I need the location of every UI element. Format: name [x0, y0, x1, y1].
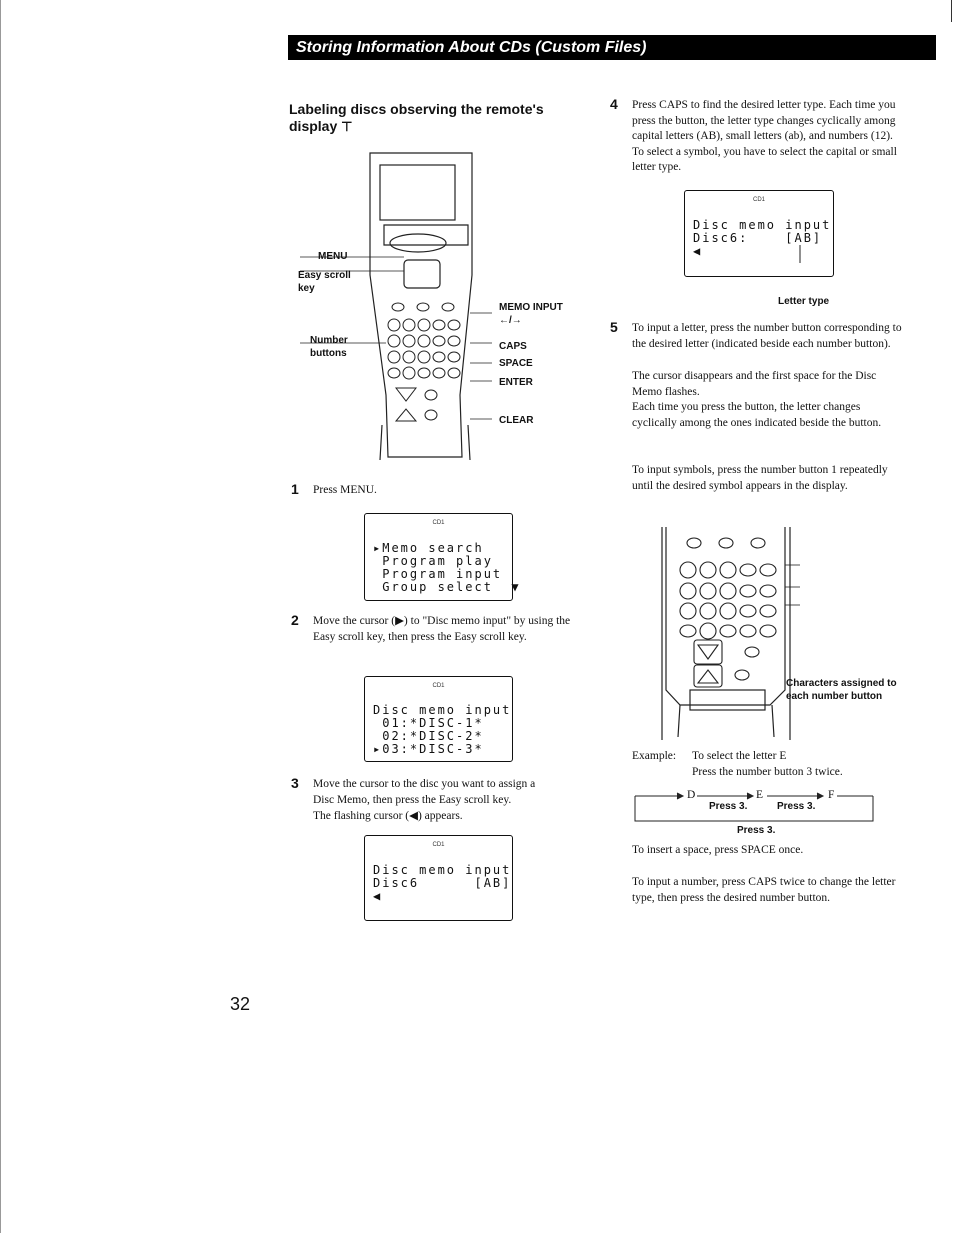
lcd-line: Program input — [373, 567, 503, 581]
label-easy-scroll-key: key — [298, 283, 315, 294]
step-5-para-2: The cursor disappears and the first space for the Disc Memo flashes. — [632, 370, 877, 398]
note-number: To input a number, press CAPS twice to change the letter type, then press the desired number button. — [632, 876, 896, 904]
lcd-line: Group select ▼ — [373, 580, 521, 594]
lcd-cd-indicator: CD1 — [432, 520, 445, 526]
step-1-number: 1 — [291, 481, 299, 497]
example-label: Example: — [632, 750, 677, 762]
label-enter: ENTER — [499, 377, 533, 388]
caption-chars-assigned-2: each number button — [786, 691, 883, 702]
keypad-closeup-illustration — [660, 525, 800, 740]
step-5-number: 5 — [610, 319, 618, 335]
example-line-2: Press the number button 3 twice. — [692, 766, 843, 778]
label-clear: CLEAR — [499, 415, 534, 426]
lcd-cd-indicator: CD1 — [432, 842, 445, 848]
label-number: Number — [310, 335, 348, 346]
step-5-para-1: To input a letter, press the number button corresponding to the desired letter (indicated beside each number button). — [632, 322, 902, 350]
example-press-1: Press 3. — [709, 801, 748, 812]
step-2-number: 2 — [291, 612, 299, 628]
caption-chars-assigned-1: Characters assigned to — [786, 678, 897, 689]
lcd-line: ◀ — [693, 244, 703, 258]
step-3-number: 3 — [291, 775, 299, 791]
lcd-line: 01:*DISC-1* — [373, 716, 484, 730]
step-3-line-1: Move the cursor to the disc you want to assign a — [313, 778, 536, 790]
step-3-line-3: The flashing cursor (◀) appears. — [313, 810, 463, 822]
lcd-cd-indicator: CD1 — [752, 197, 765, 203]
step-5-para-3: Each time you press the button, the letter changes cyclically among the ones indicated beside the button. — [632, 401, 882, 429]
lcd-line: ◀ — [373, 889, 383, 903]
label-number-buttons: buttons — [310, 348, 347, 359]
note-space: To insert a space, press SPACE once. — [632, 844, 804, 856]
lcd-line: 02:*DISC-2* — [373, 729, 484, 743]
heading-line-2: display ⊤ — [289, 118, 353, 134]
lcd-line: ▸03:*DISC-3* — [373, 742, 484, 756]
lcd-line: Disc6: [AB] — [693, 231, 823, 245]
page-edge-right — [951, 0, 952, 22]
step-3-line-2: Disc Memo, then press the Easy scroll key. — [313, 794, 512, 806]
caption-letter-type: Letter type — [778, 296, 830, 307]
lcd-line: Disc memo input — [373, 863, 512, 877]
label-memo-input: MEMO INPUT — [499, 302, 563, 313]
lcd-display-letter-type — [684, 190, 834, 277]
example-letter-d: D — [687, 789, 696, 801]
lcd-line: Program play — [373, 554, 493, 568]
lcd-cd-indicator: CD1 — [432, 683, 445, 689]
letter-type-pointer — [785, 231, 815, 271]
label-memo-arrows: ←/→ — [499, 315, 522, 326]
lcd-display-input-cursor — [364, 835, 513, 921]
label-menu: MENU — [318, 251, 348, 262]
lcd-line: Disc memo input — [373, 703, 512, 717]
step-4-text: Press CAPS to find the desired letter type. Each time you press the button, the letter type changes cyclically among capital letters (AB), small letters (ab), and numbers (12). To select a symbol, you have to select the capital or small letter type. — [632, 99, 897, 173]
lcd-display-menu — [364, 513, 521, 601]
lcd-line: Disc memo input — [693, 218, 832, 232]
step-1-text: Press MENU. — [313, 484, 377, 496]
heading-line-1: Labeling discs observing the remote's — [289, 101, 544, 117]
label-space: SPACE — [499, 358, 533, 369]
lcd-line: Disc6 [AB] — [373, 876, 512, 890]
example-letter-f: F — [828, 789, 835, 801]
step-5-para-4: To input symbols, press the number button 1 repeatedly until the desired symbol appears in the display. — [632, 464, 888, 492]
example-line-1: To select the letter E — [692, 750, 787, 762]
step-2-text: Move the cursor (▶) to "Disc memo input" by using the Easy scroll key, then press the Easy scroll key. — [313, 615, 571, 643]
page-number: 32 — [230, 994, 251, 1014]
step-4-number: 4 — [610, 96, 618, 112]
section-header: Storing Information About CDs (Custom Files) — [288, 35, 936, 60]
label-easy-scroll: Easy scroll — [298, 270, 351, 281]
example-press-3: Press 3. — [737, 825, 776, 836]
lcd-line: ▸Memo search — [373, 541, 484, 555]
page-edge-left — [0, 0, 1, 1233]
example-letter-e: E — [756, 789, 764, 801]
label-caps: CAPS — [499, 341, 527, 352]
remote-icon: ⊤ — [341, 119, 353, 134]
lcd-display-disc-list — [364, 676, 513, 762]
example-press-2: Press 3. — [777, 801, 816, 812]
